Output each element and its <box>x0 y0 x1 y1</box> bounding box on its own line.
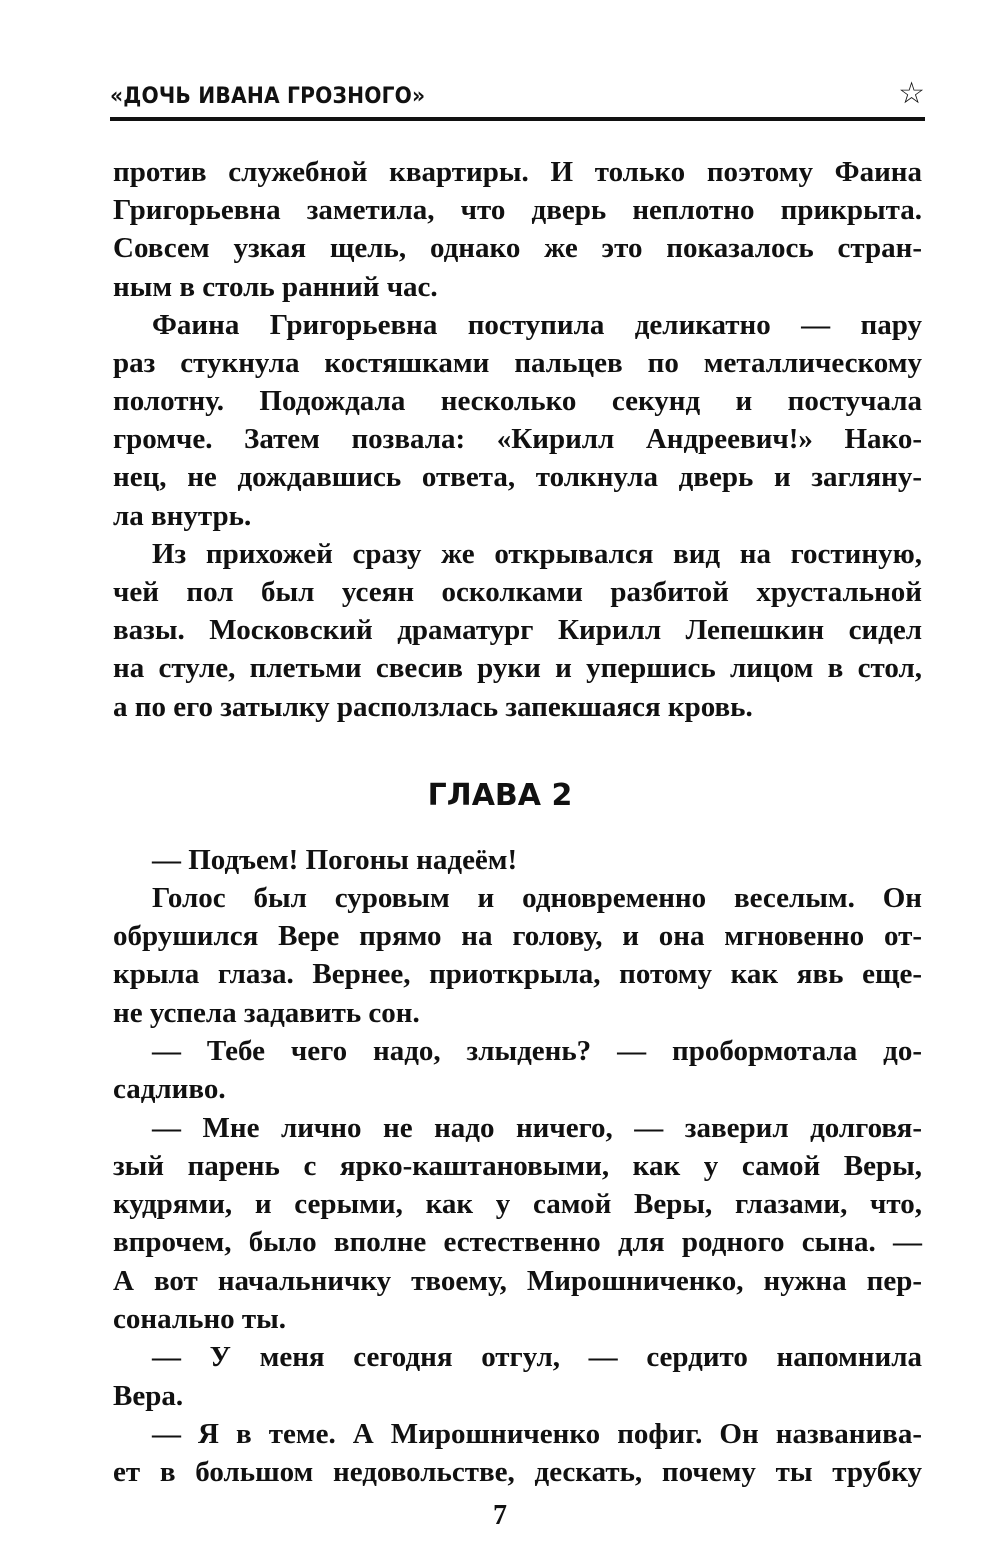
text-line: Из прихожей сразу же открывался вид на гостиную, <box>152 538 922 570</box>
running-header <box>110 78 925 118</box>
text-line: крыла глаза. Вернее, приоткрыла, потому как явь еще- <box>113 958 922 990</box>
text-line: громче. Затем позвала: «Кирилл Андреевич!» Нако- <box>113 423 922 455</box>
text-line: Вера. <box>113 1380 184 1412</box>
text-line: вазы. Московский драматург Кирилл Лепешкин сидел <box>113 614 922 646</box>
text-line: — У меня сегодня отгул, — сердито напомнила <box>152 1341 922 1373</box>
text-line: нец, не дождавшись ответа, толкнула дверь и загляну- <box>113 461 922 493</box>
star-icon: ☆ <box>898 76 925 111</box>
page-number: 7 <box>493 1500 507 1531</box>
text-line: ла внутрь. <box>113 500 252 532</box>
text-line: — Мне лично не надо ничего, — заверил долговя- <box>152 1112 922 1144</box>
text-line: А вот начальничку твоему, Мирошниченко, нужна пер- <box>113 1265 922 1297</box>
text-line: чей пол был усеян осколками разбитой хрустальной <box>113 576 922 608</box>
text-line: Григорьевна заметила, что дверь неплотно прикрыта. <box>113 194 922 226</box>
text-line: обрушился Вере прямо на голову, и она мгновенно от- <box>113 920 922 952</box>
text-line: кудрями, и серыми, как у самой Веры, глазами, что, <box>113 1188 922 1220</box>
text-line: полотну. Подождала несколько секунд и постучала <box>113 385 922 417</box>
text-line: Совсем узкая щель, однако же это показалось стран- <box>113 232 922 264</box>
text-line: — Подъем! Погоны надеём! <box>152 844 518 876</box>
header-divider <box>110 117 925 121</box>
text-line: сонально ты. <box>113 1303 287 1335</box>
text-line: впрочем, было вполне естественно для родного сына. — <box>113 1226 922 1258</box>
text-line: ным в столь ранний час. <box>113 271 438 303</box>
chapter-heading: ГЛАВА 2 <box>427 778 573 813</box>
text-line: — Я в теме. А Мирошниченко пофиг. Он названива- <box>152 1418 922 1450</box>
text-line: не успела задавить сон. <box>113 997 420 1029</box>
text-line: — Тебе чего надо, злыдень? — пробормотала до- <box>152 1035 922 1067</box>
text-line: против служебной квартиры. И только поэтому Фаина <box>113 156 922 188</box>
text-line: садливо. <box>113 1073 226 1105</box>
text-line: раз стукнула костяшками пальцев по металлическому <box>113 347 922 379</box>
text-line: на стуле, плетьми свесив руки и упершись лицом в стол, <box>113 652 922 684</box>
text-line: Голос был суровым и одновременно веселым. Он <box>152 882 922 914</box>
text-line: ет в большом недовольстве, дескать, почему ты трубку <box>113 1456 922 1488</box>
text-line: Фаина Григорьевна поступила деликатно — пару <box>152 309 922 341</box>
text-line: а по его затылку расползлась запекшаяся кровь. <box>113 691 753 723</box>
book-title-header: «ДОЧЬ ИВАНА ГРОЗНОГО» <box>110 84 426 109</box>
text-line: зый парень с ярко-каштановыми, как у самой Веры, <box>113 1150 922 1182</box>
